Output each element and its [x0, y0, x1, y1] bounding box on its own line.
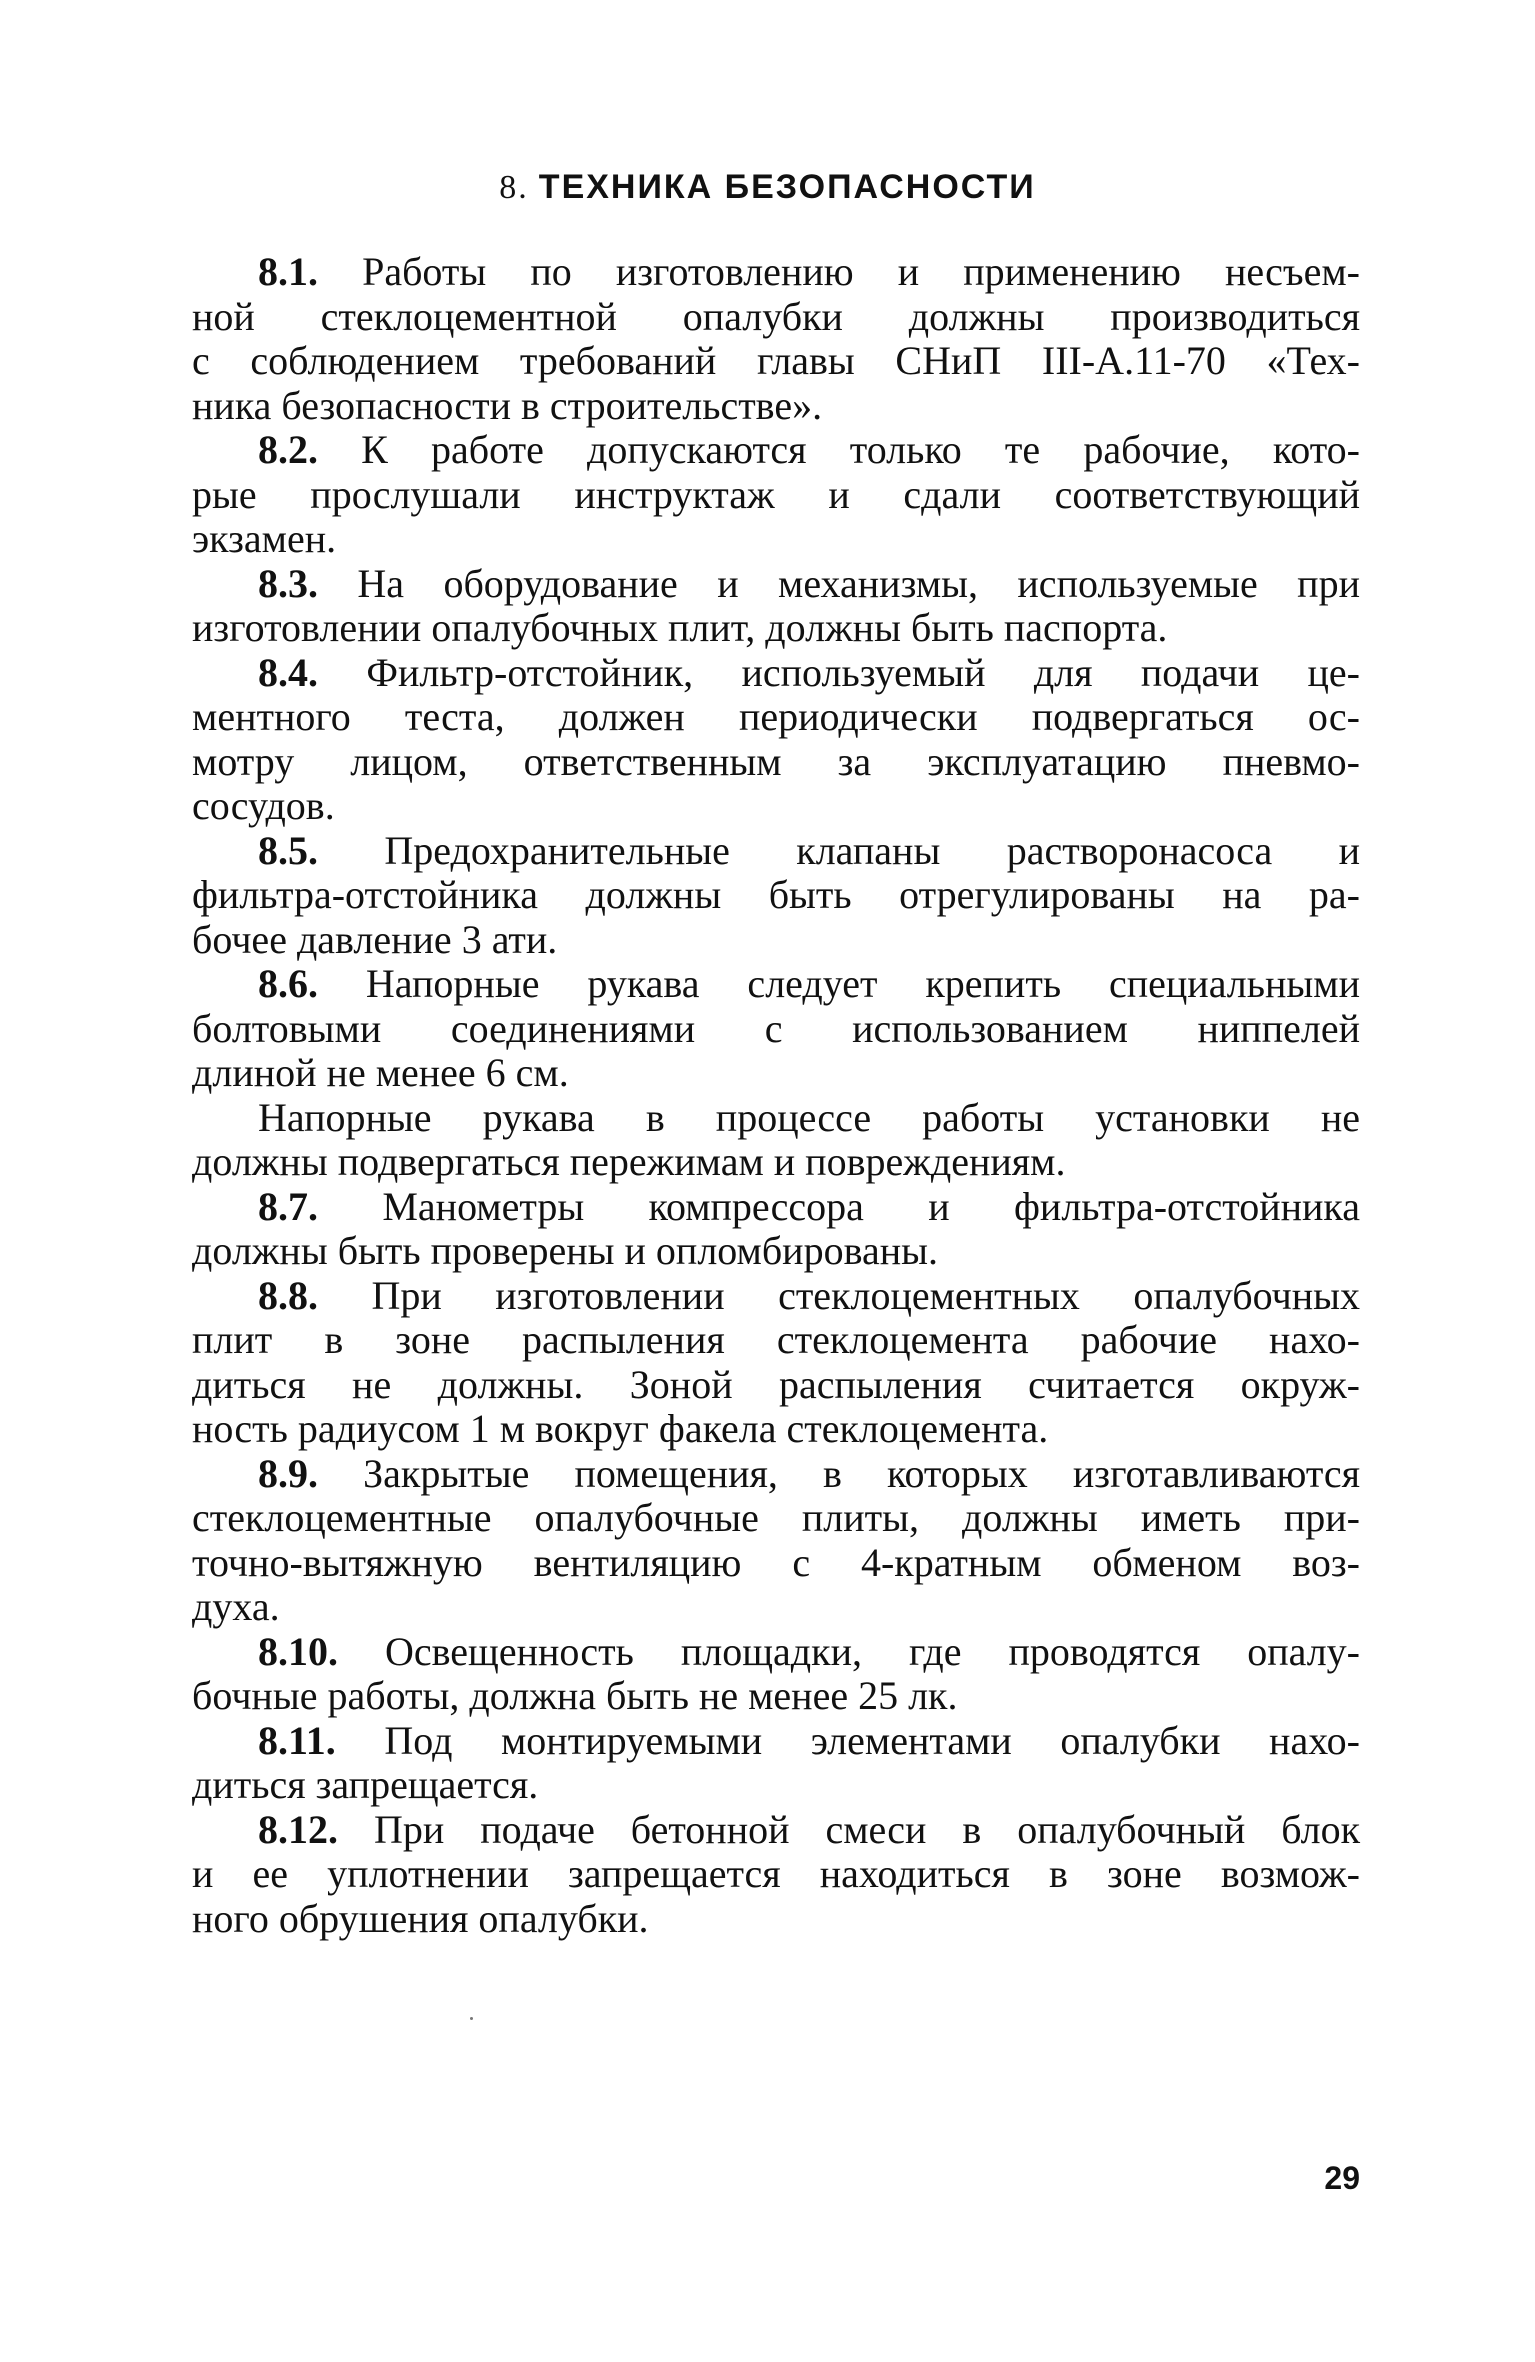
paragraph-number: 8.11. [258, 1717, 336, 1763]
line-text: ного обрушения опалубки. [192, 1895, 649, 1941]
page-number: 29 [1324, 2160, 1360, 2196]
text-line [192, 962, 1360, 1007]
text-line [192, 1585, 1360, 1630]
paragraph-number: 8.2. [258, 427, 318, 472]
text-line [192, 1719, 1360, 1764]
line-text: На оборудование и механизмы, используемые при [357, 560, 1360, 606]
text-line [192, 250, 1360, 295]
line-text: с соблюдением требований главы СНиП III-А.11-70 «Тех- [192, 338, 1360, 383]
paragraph [192, 1630, 1360, 1719]
line-text: бочее давление 3 ати. [192, 916, 558, 962]
line-text: бочные работы, должна быть не менее 25 лк. [192, 1673, 958, 1718]
line-text: Работы по изготовлению и применению несъем- [362, 249, 1360, 294]
paragraph [192, 1719, 1360, 1808]
line-text: и ее уплотнении запрещается находиться в зоне возмож- [192, 1851, 1360, 1896]
line-text: Напорные рукава следует крепить специальными [365, 961, 1360, 1006]
line-text: длиной не менее 6 см. [192, 1050, 569, 1095]
paragraph [192, 1274, 1360, 1452]
paragraph-number: 8.12. [258, 1806, 338, 1852]
text-line [192, 651, 1360, 696]
text-line [192, 339, 1360, 384]
line-text: Под монтируемыми элементами опалубки нахо- [384, 1717, 1360, 1763]
line-text: ментного теста, должен периодически подвергаться ос- [192, 694, 1360, 739]
text-line [192, 784, 1360, 829]
line-text: диться не должны. Зоной распыления считается окруж- [192, 1361, 1360, 1407]
text-line [192, 1763, 1360, 1808]
section-heading [0, 168, 1535, 207]
text-line [192, 1051, 1360, 1096]
line-text: стеклоцементные опалубочные плиты, должны иметь при- [192, 1495, 1360, 1540]
paragraph [192, 562, 1360, 651]
line-text: болтовыми соединениями с использованием ниппелей [192, 1005, 1360, 1051]
section-title: ТЕХНИКА БЕЗОПАСНОСТИ [538, 168, 1036, 206]
text-line [192, 428, 1360, 473]
paragraph-number: 8.1. [258, 249, 318, 294]
text-line [192, 1185, 1360, 1230]
section-body [192, 250, 1360, 1941]
paragraph [192, 1185, 1360, 1274]
text-line [192, 1274, 1360, 1319]
paragraph [192, 1096, 1360, 1185]
line-text: должны подвергаться пережимам и повреждениям. [192, 1139, 1066, 1184]
text-line [192, 1363, 1360, 1408]
line-text: ность радиусом 1 м вокруг факела стеклоцемента. [192, 1406, 1049, 1451]
line-text: сосудов. [192, 783, 335, 828]
line-text: Предохранительные клапаны растворонасоса и [384, 827, 1361, 873]
paragraph [192, 651, 1360, 829]
text-line [192, 1452, 1360, 1497]
scan-speck [470, 2017, 473, 2020]
paragraph [192, 428, 1360, 562]
line-text: рые прослушали инструктаж и сдали соответствующий [192, 471, 1360, 517]
text-line [192, 1674, 1360, 1719]
text-line [192, 1007, 1360, 1052]
paragraph-number: 8.3. [258, 560, 318, 606]
section-number: 8. [499, 169, 529, 206]
line-text: диться запрещается. [192, 1762, 539, 1807]
text-line [192, 1496, 1360, 1541]
text-line [192, 740, 1360, 785]
text-line [192, 1318, 1360, 1363]
text-line [192, 606, 1360, 651]
paragraph-number: 8.8. [258, 1272, 318, 1318]
text-line [192, 1541, 1360, 1586]
line-text: должны быть проверены и опломбированы. [192, 1228, 938, 1273]
line-text: При изготовлении стеклоцементных опалубочных [371, 1272, 1360, 1318]
paragraph-number: 8.7. [258, 1183, 318, 1229]
line-text: экзамен. [192, 516, 337, 561]
paragraph [192, 829, 1360, 963]
paragraph [192, 250, 1360, 428]
line-text: Освещенность площадки, где проводятся опалу- [385, 1628, 1361, 1674]
text-line [192, 384, 1360, 429]
text-line [192, 1096, 1360, 1141]
line-text: ной стеклоцементной опалубки должны производиться [192, 293, 1360, 339]
text-line [192, 873, 1360, 918]
line-text: Закрытые помещения, в которых изготавливаются [363, 1450, 1361, 1496]
text-line [192, 1808, 1360, 1853]
text-line [192, 918, 1360, 963]
line-text: При подаче бетонной смеси в опалубочный блок [373, 1806, 1360, 1852]
text-line [192, 829, 1360, 874]
line-text: плит в зоне распыления стеклоцемента рабочие нахо- [192, 1317, 1360, 1362]
text-line [192, 473, 1360, 518]
paragraph [192, 1452, 1360, 1630]
text-line [192, 1407, 1360, 1452]
paragraph-number: 8.5. [258, 827, 318, 873]
text-line [192, 562, 1360, 607]
line-text: точно-вытяжную вентиляцию с 4-кратным обменом воз- [192, 1539, 1360, 1585]
line-text: Напорные рукава в процессе работы установки не [258, 1094, 1360, 1140]
line-text: мотру лицом, ответственным за эксплуатацию пневмо- [192, 738, 1360, 784]
text-line [192, 295, 1360, 340]
line-text: Манометры компрессора и фильтра-отстойника [382, 1183, 1360, 1229]
line-text: К работе допускаются только те рабочие, кото- [361, 427, 1361, 472]
line-text: духа. [192, 1584, 280, 1629]
paragraph-number: 8.10. [258, 1628, 338, 1674]
paragraph [192, 962, 1360, 1096]
text-line [192, 1852, 1360, 1897]
line-text: изготовлении опалубочных плит, должны быть паспорта. [192, 605, 1168, 650]
paragraph-number: 8.4. [258, 649, 318, 695]
paragraph [192, 1808, 1360, 1942]
text-line [192, 517, 1360, 562]
text-line [192, 1630, 1360, 1675]
text-line [192, 1897, 1360, 1942]
paragraph-number: 8.6. [258, 961, 318, 1006]
paragraph-number: 8.9. [258, 1450, 318, 1496]
text-line [192, 1229, 1360, 1274]
line-text: Фильтр-отстойник, используемый для подачи це- [366, 649, 1360, 695]
text-line [192, 695, 1360, 740]
line-text: фильтра-отстойника должны быть отрегулированы на ра- [192, 872, 1360, 917]
text-line [192, 1140, 1360, 1185]
line-text: ника безопасности в строительстве». [192, 382, 823, 428]
